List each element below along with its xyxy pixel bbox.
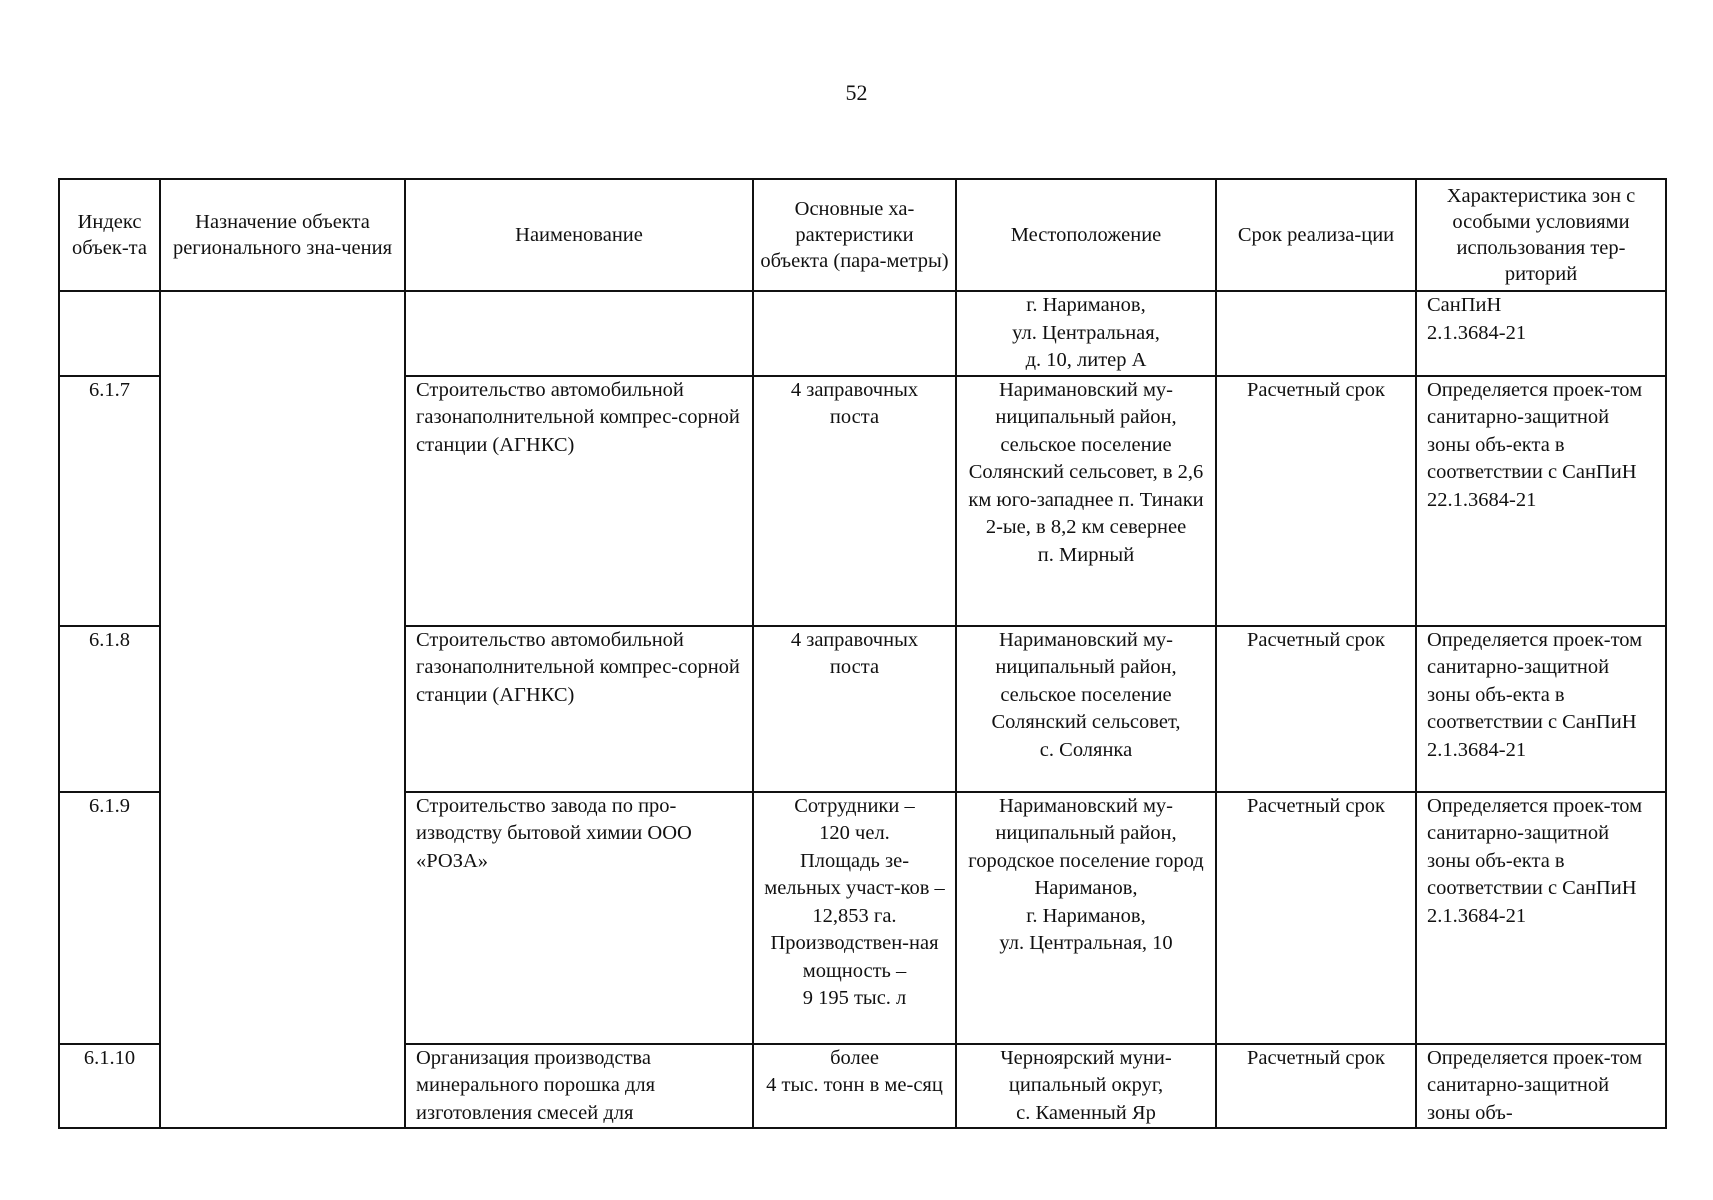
page-number: 52 xyxy=(845,80,868,105)
cell-name: Строительство завода по про-изводству бытовой химии ООО «РОЗА» xyxy=(405,792,753,1044)
cell-zones: СанПиН 2.1.3684-21 xyxy=(1416,291,1666,376)
header-name: Наименование xyxy=(405,179,753,291)
cell-zones: Определяется проек-том санитарно-защитной зоны объ-екта в соответствии с СанПиН 22.1.3684-21 xyxy=(1416,376,1666,626)
cell-index: 6.1.7 xyxy=(59,376,160,626)
header-purpose: Назначение объекта регионального зна-чения xyxy=(160,179,405,291)
cell-term: Расчетный срок xyxy=(1216,376,1416,626)
cell-name: Организация производства минерального порошка для изготовления смесей для xyxy=(405,1044,753,1129)
table-row xyxy=(59,291,1666,376)
cell-location: Наримановский му-ниципальный район, сельское поселение Солянский сельсовет, в 2,6 км юго-западнее п. Тинаки 2-ые, в 8,2 км севернее п. Мирный xyxy=(956,376,1216,626)
cell-params: 4 заправочных поста xyxy=(753,376,956,626)
header-location: Местоположение xyxy=(956,179,1216,291)
header-zones: Характеристика зон с особыми условиями использования тер-риторий xyxy=(1416,179,1666,291)
cell-location: Черноярский муни-ципальный округ, с. Каменный Яр xyxy=(956,1044,1216,1129)
cell-term: Расчетный срок xyxy=(1216,792,1416,1044)
cell-term xyxy=(1216,291,1416,376)
cell-name xyxy=(405,291,753,376)
cell-location: г. Нариманов, ул. Центральная, д. 10, литер А xyxy=(956,291,1216,376)
cell-params: 4 заправочных поста xyxy=(753,626,956,792)
cell-zones: Определяется проек-том санитарно-защитной зоны объ-екта в соответствии с СанПиН 2.1.3684-21 xyxy=(1416,792,1666,1044)
cell-params: более 4 тыс. тонн в ме-сяц xyxy=(753,1044,956,1129)
cell-location: Наримановский му-ниципальный район, сельское поселение Солянский сельсовет, с. Солянка xyxy=(956,626,1216,792)
cell-location: Наримановский му-ниципальный район, городское поселение город Нариманов, г. Нариманов, ул. Центральная, 10 xyxy=(956,792,1216,1044)
header-params: Основные ха-рактеристики объекта (пара-метры) xyxy=(753,179,956,291)
cell-index: 6.1.8 xyxy=(59,626,160,792)
cell-zones: Определяется проек-том санитарно-защитной зоны объ-екта в соответствии с СанПиН 2.1.3684-21 xyxy=(1416,626,1666,792)
objects-table xyxy=(58,178,1667,1129)
cell-params: Сотрудники – 120 чел. Площадь зе-мельных участ-ков – 12,853 га. Производствен-ная мощность – 9 195 тыс. л xyxy=(753,792,956,1044)
cell-index xyxy=(59,291,160,376)
cell-name: Строительство автомобильной газонаполнительной компрес-сорной станции (АГНКС) xyxy=(405,626,753,792)
cell-term: Расчетный срок xyxy=(1216,1044,1416,1129)
header-term: Срок реализа-ции xyxy=(1216,179,1416,291)
header-row xyxy=(59,179,1666,291)
header-index: Индекс объек-та xyxy=(59,179,160,291)
cell-purpose-merged xyxy=(160,291,405,1128)
cell-zones: Определяется проек-том санитарно-защитной зоны объ- xyxy=(1416,1044,1666,1129)
cell-term: Расчетный срок xyxy=(1216,626,1416,792)
cell-index: 6.1.10 xyxy=(59,1044,160,1129)
cell-name: Строительство автомобильной газонаполнительной компрес-сорной станции (АГНКС) xyxy=(405,376,753,626)
cell-params xyxy=(753,291,956,376)
cell-index: 6.1.9 xyxy=(59,792,160,1044)
